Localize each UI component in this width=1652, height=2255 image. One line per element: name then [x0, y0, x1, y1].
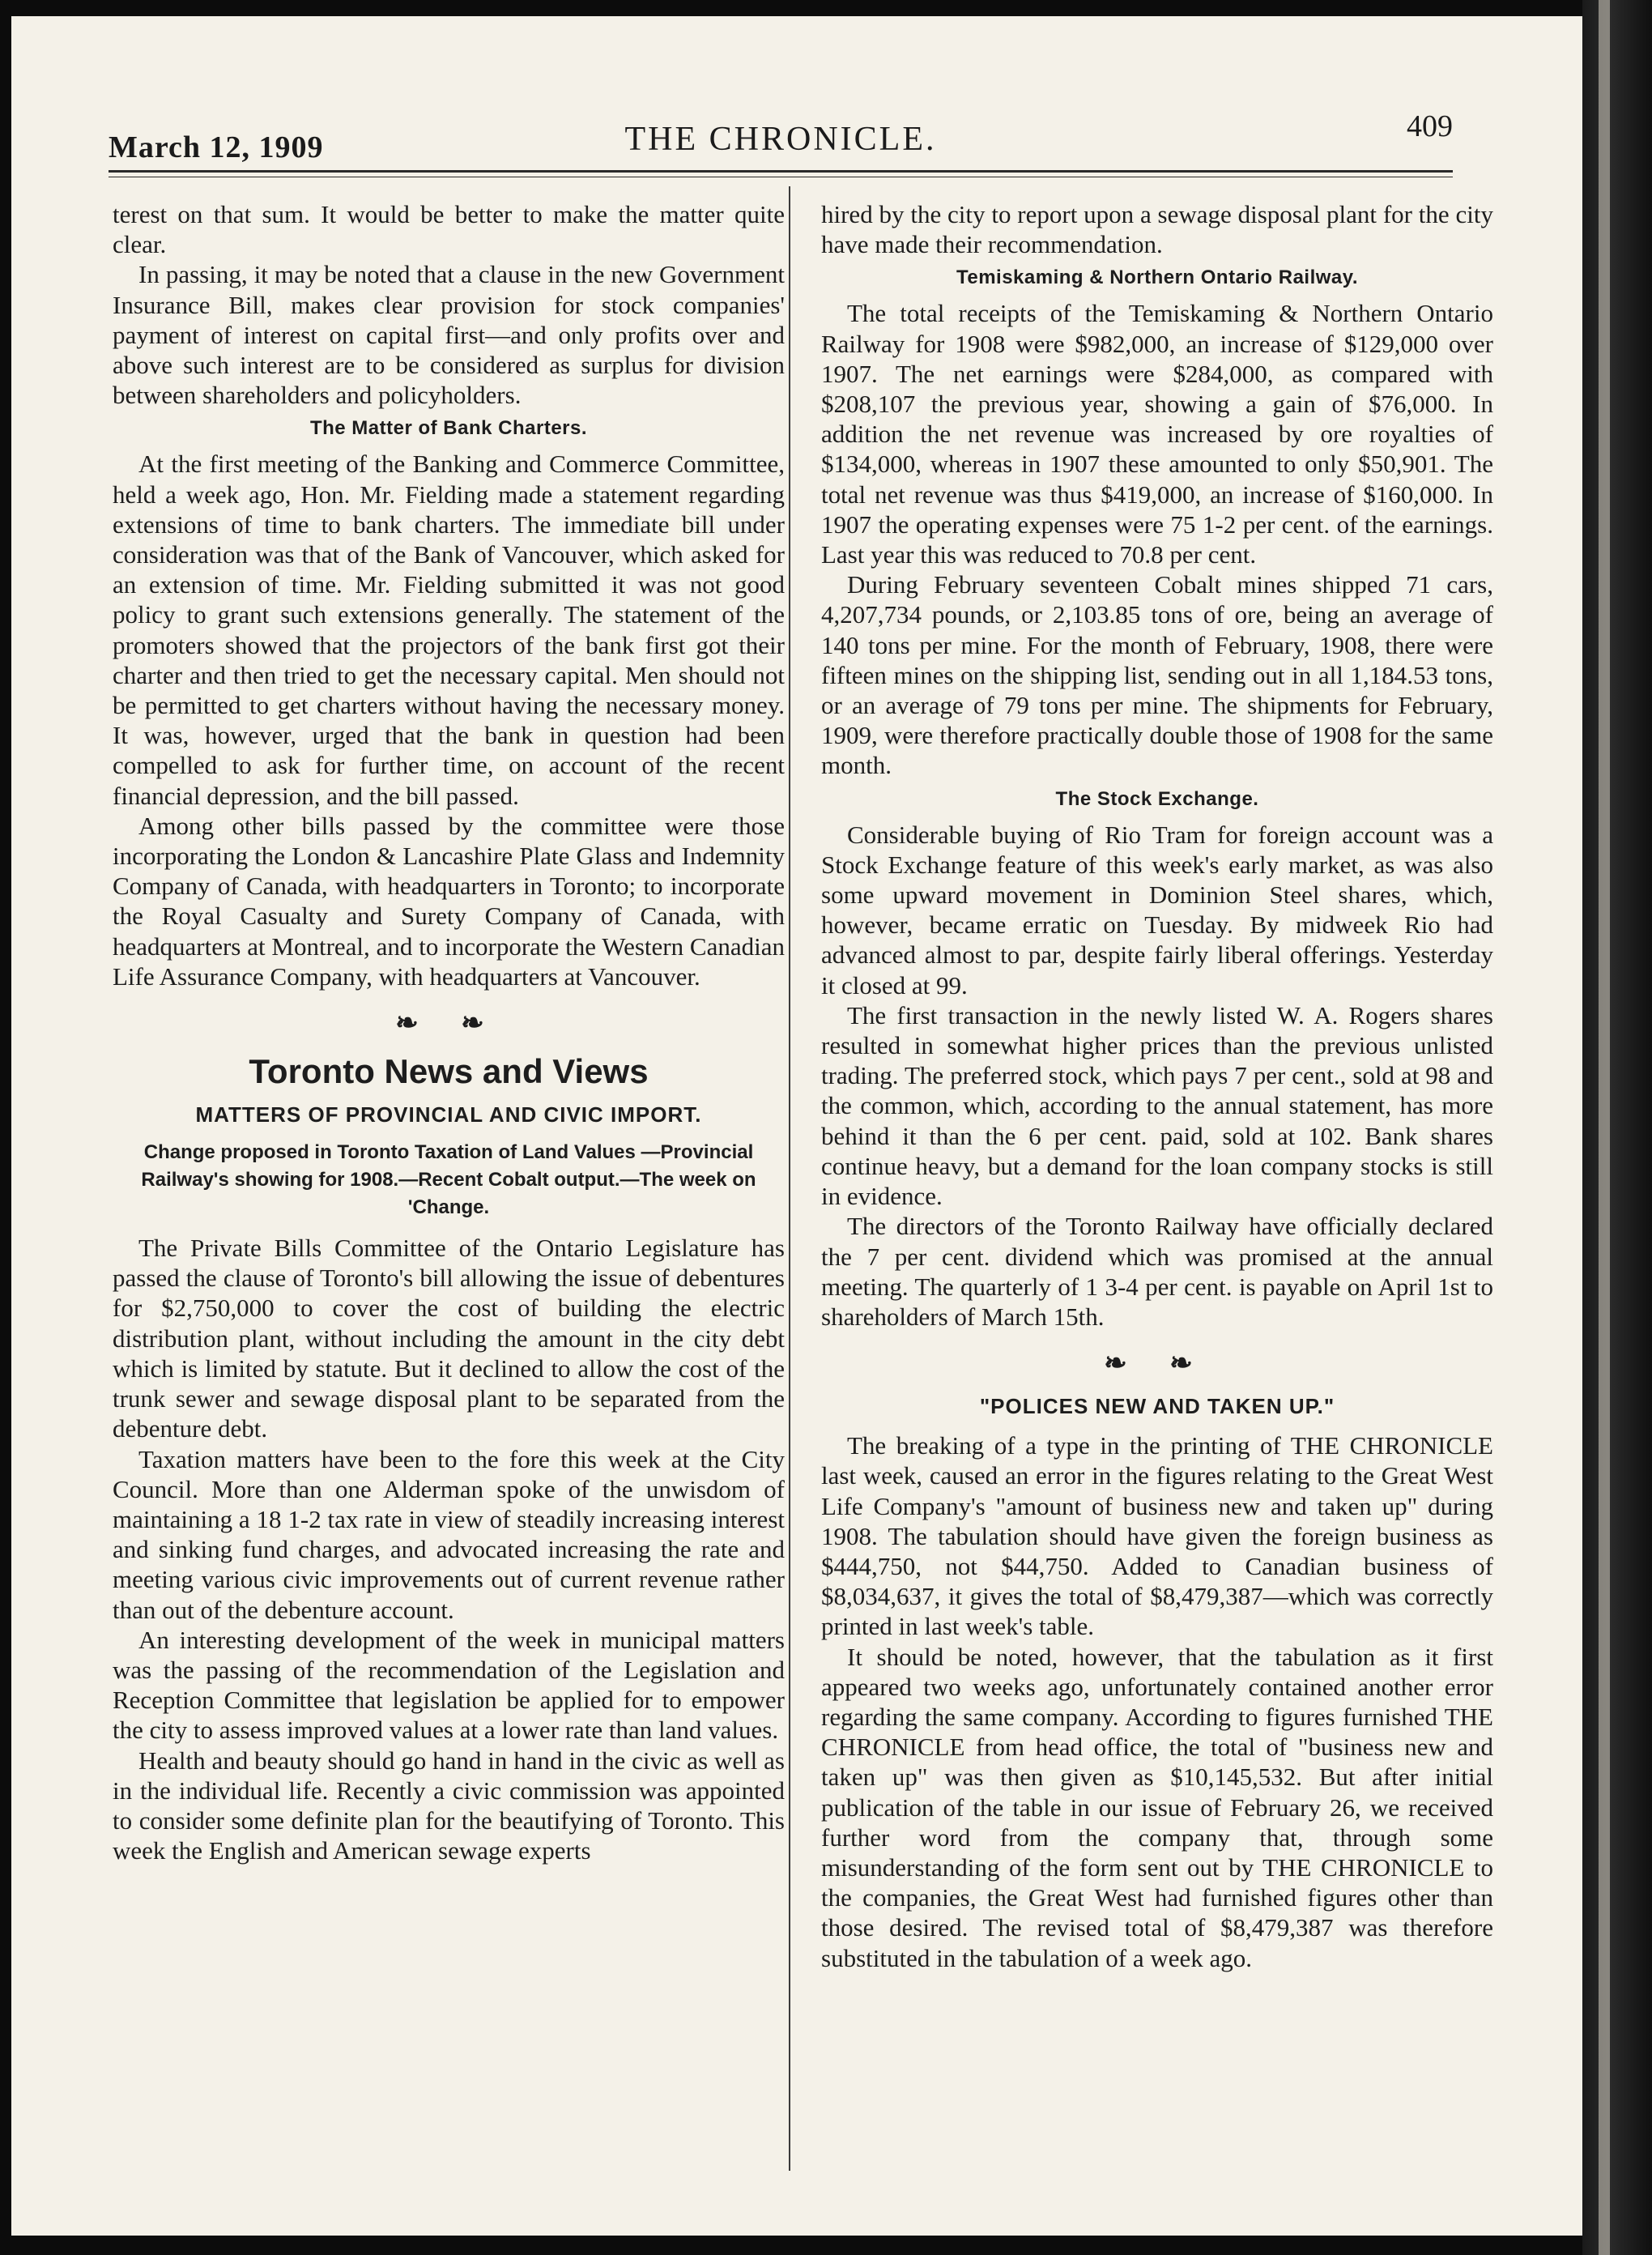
- scan-edge: [1582, 0, 1652, 2255]
- paragraph: The directors of the Toronto Railway have officially declared the 7 per cent. dividend which was promised at the annual meeting. The quarterly of 1 3-4 per cent. is payable on April 1st to shareholders of March 15th.: [821, 1212, 1493, 1331]
- paragraph: Health and beauty should go hand in hand in the civic as well as in the individual life. Recently a civic commission was appointed to consider some definite plan for the beautifying of Toronto. This week the English and American sewage experts: [113, 1746, 785, 1865]
- paragraph: Among other bills passed by the committee were those incorporating the London & Lancashire Plate Glass and Indemnity Company of Canada, with headquarters in Toronto; to incorporate the Royal Casualty and Surety Company of Canada, with headquarters at Montreal, and to incorporate the Western Canadian Life Assurance Company, with headquarters at Vancouver.: [113, 811, 785, 991]
- right-column: [821, 199, 1493, 2159]
- article-subheadline: MATTERS OF PROVINCIAL AND CIVIC IMPORT.: [195, 1102, 702, 1128]
- paragraph: It should be noted, however, that the tabulation as it first appeared two weeks ago, unfortunately contained another error regarding the same company. According to figures furnished THE CHRONICLE from head office, the total of "business new and taken up" was then given as $10,145,532. But after initial publication of the table in our issue of February 26, we received further word from the company that, through some misunderstanding of the form sent out by THE CHRONICLE to the companies, the Great West had furnished figures other than those desired. The revised total of $8,479,387 was therefore substituted in the tabulation of a week ago.: [821, 1642, 1493, 1972]
- paragraph: The total receipts of the Temiskaming & Northern Ontario Railway for 1908 were $982,000, an increase of $129,000 over 1907. The net earnings were $284,000, as compared with $208,107 the previous year, showing a gain of $76,000. In addition the net revenue was increased by ore royalties of $134,000, whereas in 1907 these amounted to only $50,901. The total net revenue was thus $419,000, an increase of $160,000. In 1907 the operating expenses were 75 1-2 per cent. of the earnings. Last year this was reduced to 70.8 per cent.: [821, 299, 1493, 569]
- newspaper-page: [11, 16, 1582, 2236]
- paragraph: terest on that sum. It would be better to make the matter quite clear.: [113, 200, 785, 259]
- ornament-divider: ❧ ❧: [1104, 1349, 1211, 1379]
- paragraph: The first transaction in the newly listed W. A. Rogers shares resulted in somewhat higher prices than the previous unlisted trading. The preferred stock, which pays 7 per cent., sold at 98 and the common, which, according to the annual statement, has more behind it than the 6 per cent. paid, sold at 102. Bank shares continue heavy, but a demand for the loan company stocks is still in evidence.: [821, 1000, 1493, 1211]
- paragraph: Considerable buying of Rio Tram for foreign account was a Stock Exchange feature of this week's early market, as was also some upward movement in Dominion Steel shares, which, however, became erratic on Tuesday. By midweek Rio had advanced almost to par, despite fairly liberal offerings. Yesterday it closed at 99.: [821, 820, 1493, 1000]
- section-heading-temiskaming: Temiskaming & Northern Ontario Railway.: [956, 266, 1359, 289]
- page-header: [109, 97, 1453, 186]
- article-headline-polices: "POLICES NEW AND TAKEN UP.": [979, 1394, 1335, 1419]
- section-heading-stock-exchange: The Stock Exchange.: [1055, 787, 1259, 810]
- article-summary: Change proposed in Toronto Taxation of Land Values —Provincial Railway's showing for 1908.—Recent Cobalt output.—The week on 'Change.: [141, 1141, 756, 1219]
- section-heading-bank-charters: The Matter of Bank Charters.: [309, 417, 588, 440]
- paragraph: The Private Bills Committee of the Ontario Legislature has passed the clause of Toronto's bill allowing the issue of debentures for $2,750,000 to cover the cost of building the electric distribution plant, without including the amount in the city debt which is limited by statute. But it declined to allow the cost of the trunk sewer and sewage disposal plant to be separated from the debenture debt.: [113, 1234, 785, 1443]
- ornament-divider: ❧ ❧: [395, 1008, 502, 1039]
- paragraph: During February seventeen Cobalt mines shipped 71 cars, 4,207,734 pounds, or 2,103.85 tons of ore, being an average of 140 tons per mine. For the month of February, 1908, there were fifteen mines on the shipping list, sending out in all 1,184.53 tons, or an average of 79 tons per mine. The shipments for February, 1909, were therefore practically double those of 1908 for the same month.: [821, 570, 1493, 780]
- publication-title: THE CHRONICLE.: [624, 121, 937, 158]
- left-column: [113, 199, 785, 2159]
- article-headline: Toronto News and Views: [249, 1052, 649, 1091]
- issue-date: March 12, 1909: [109, 130, 324, 164]
- paragraph: The breaking of a type in the printing of THE CHRONICLE last week, caused an error in the figures relating to the Great West Life Company's "amount of business new and taken up" during 1908. The tabulation should have given the foreign business as $444,750, not $44,750. Added to Canadian business of $8,034,637, it gives the total of $8,479,387—which was correctly printed in last week's table.: [821, 1431, 1493, 1641]
- paragraph: An interesting development of the week in municipal matters was the passing of the recommendation of the Legislation and Reception Committee that legislation be applied for to empower the city to assess improved values at a lower rate than land values.: [113, 1625, 785, 1745]
- paragraph: In passing, it may be noted that a clause in the new Government Insurance Bill, makes clear provision for stock companies' payment of interest on capital first—and only profits over and above such interest are to be considered as surplus for division between shareholders and policyholders.: [113, 260, 785, 410]
- paragraph: hired by the city to report upon a sewage disposal plant for the city have made their recommendation.: [821, 200, 1493, 259]
- column-divider: [789, 186, 790, 2171]
- header-rule: [109, 170, 1453, 173]
- paragraph: Taxation matters have been to the fore this week at the City Council. More than one Alderman spoke of the unwisdom of maintaining a 18 1-2 tax rate in view of steadily increasing interest and sinking fund charges, and advocated increasing the rate and meeting various civic improvements out of current revenue rather than out of the debenture account.: [113, 1444, 785, 1624]
- paragraph: At the first meeting of the Banking and Commerce Committee, held a week ago, Hon. Mr. Fielding made a statement regarding extensions of time to bank charters. The immediate bill under consideration was that of the Bank of Vancouver, which asked for an extension of time. Mr. Fielding submitted it was not good policy to grant such extensions generally. The statement of the promoters showed that the projectors of the bank first got their charter and then tried to get the necessary capital. Men should not be permitted to get charters without having the necessary money. It was, however, urged that the bank in question had been compelled to ask for further time, on account of the recent financial depression, and the bill passed.: [113, 450, 785, 810]
- page-number: 409: [1407, 109, 1453, 143]
